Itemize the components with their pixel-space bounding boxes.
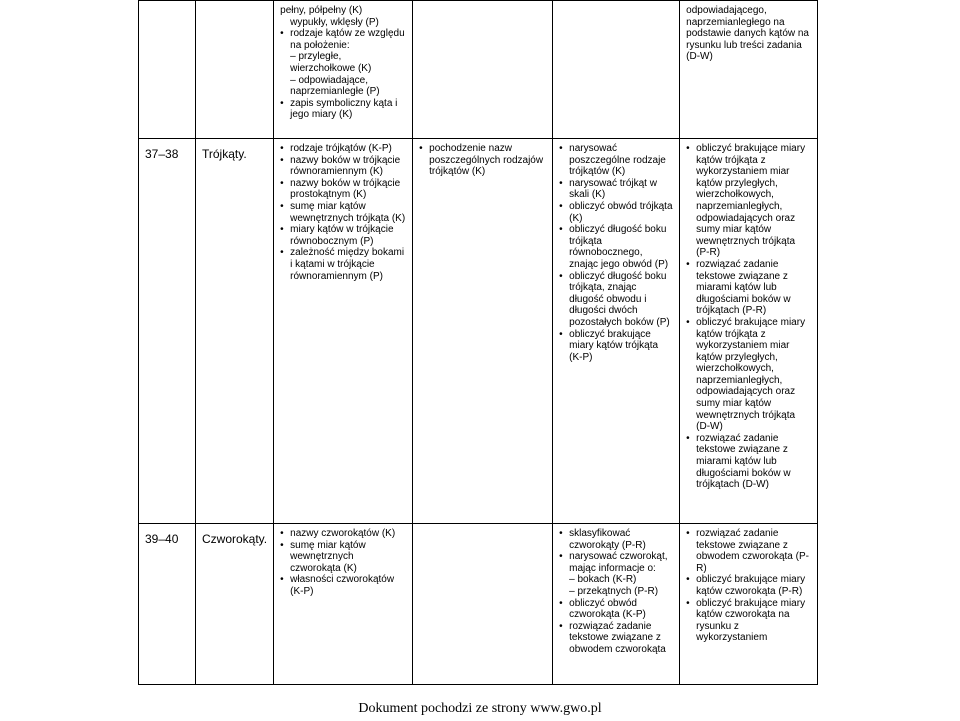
list-item: – bokach (K-R) [569,574,637,586]
advanced-skills-cell [680,1,818,139]
lesson-number-cell: 37–38 [139,139,196,524]
list-item: odpowiadającego, naprzemianległego na podstawie danych kątów na rysunku lub treści zadania (D-W) [686,5,809,63]
list-item: • zależność między bokami i kątami w trójkącie równoramiennym (P) [280,247,406,282]
table-row [139,1,818,139]
table-row [139,139,818,524]
list-item: wierzchołkowe (K) [290,62,372,74]
origin-cell [413,1,553,139]
footer-source-note: Dokument pochodzi ze strony www.gwo.pl [358,701,602,716]
lesson-number-cell: 39–40 [139,524,196,685]
knowledge-cell [274,524,413,685]
list-item: • rozwiązać zadanie tekstowe związane z obwodem czworokąta (P-R) [686,528,811,574]
knowledge-cell [274,139,413,524]
list-item: – przyległe, [290,51,342,63]
topic-cell: Trójkąty. [196,139,274,524]
list-item: • obliczyć długość boku trójkąta równobocznego, znając jego obwód (P) [559,224,673,270]
list-item: • obliczyć obwód czworokąta (K-P) [559,598,673,621]
list-item: • obliczyć brakujące miary kątów czworokąta na rysunku z wykorzystaniem [686,598,811,644]
list-item: • sumę miar kątów wewnętrznych czworokąta (K) [280,540,406,575]
origin-cell [413,139,553,524]
list-item: • rozwiązać zadanie tekstowe związane z miarami kątów lub długościami boków w trójkątach (D-W) [686,433,811,491]
list-item: • obliczyć obwód trójkąta (K) [559,201,673,224]
list-item: • rodzaje kątów ze względu na położenie: [280,28,406,51]
list-item: – przekątnych (P-R) [569,585,659,597]
table-row [139,524,818,685]
curriculum-table [138,0,818,685]
list-item: • obliczyć długość boku trójkąta, znając długość obwodu i długości dwóch pozostałych boków (P) [559,271,673,329]
list-item: • pochodzenie nazw poszczególnych rodzajów trójkątów (K) [419,143,546,178]
knowledge-cell [274,1,413,139]
skills-cell [553,524,680,685]
list-item: • rozwiązać zadanie tekstowe związane z obwodem czworokąta [559,621,673,656]
list-item: • sumę miar kątów wewnętrznych trójkąta (K) [280,201,406,224]
list-item: • obliczyć brakujące miary kątów czworokąta (P-R) [686,574,811,597]
list-item: • obliczyć brakujące miary kątów trójkąta (K-P) [559,329,673,364]
lesson-number-cell [139,1,196,139]
list-item: • sklasyfikować czworokąty (P-R) [559,528,673,551]
list-item: • nazwy boków w trójkącie prostokątnym (K) [280,178,406,201]
list-item: pełny, półpełny (K) [280,5,363,16]
skills-cell [553,139,680,524]
list-item: • obliczyć brakujące miary kątów trójkąta z wykorzystaniem miar kątów przyległych, wierzchołkowych, naprzemianległych, odpowiadających oraz sumy miar kątów wewnętrznych trójkąta (P-R) [686,143,811,259]
list-item: • narysować poszczególne rodzaje trójkątów (K) [559,143,673,178]
advanced-skills-cell [680,524,818,685]
list-item: naprzemianległe (P) [290,86,380,98]
list-item: • rodzaje trójkątów (K-P) [280,143,406,155]
advanced-skills-cell [680,139,818,524]
list-item: • rozwiązać zadanie tekstowe związane z miarami kątów lub długościami boków w trójkątach (P-R) [686,259,811,317]
list-item: • narysować trójkąt w skali (K) [559,178,673,201]
topic-cell: Czworokąty. [196,524,274,685]
list-item: • nazwy czworokątów (K) [280,528,406,540]
list-item: • własności czworokątów (K-P) [280,574,406,597]
origin-cell [413,524,553,685]
list-item: • obliczyć brakujące miary kątów trójkąta z wykorzystaniem miar kątów przyległych, wierzchołkowych, naprzemianległych, odpowiadających oraz sumy miar kątów wewnętrznych trójkąta (D-W) [686,317,811,433]
list-item: • nazwy boków w trójkącie równoramiennym (K) [280,155,406,178]
list-item: – odpowiadające, [290,74,368,86]
list-item: • miary kątów w trójkącie równobocznym (P) [280,224,406,247]
list-item: wypukły, wklęsły (P) [290,16,379,28]
list-item: • narysować czworokąt, mając informacje o: [559,551,673,574]
topic-cell [196,1,274,139]
list-item: • zapis symboliczny kąta i jego miary (K) [280,98,406,121]
skills-cell [553,1,680,139]
